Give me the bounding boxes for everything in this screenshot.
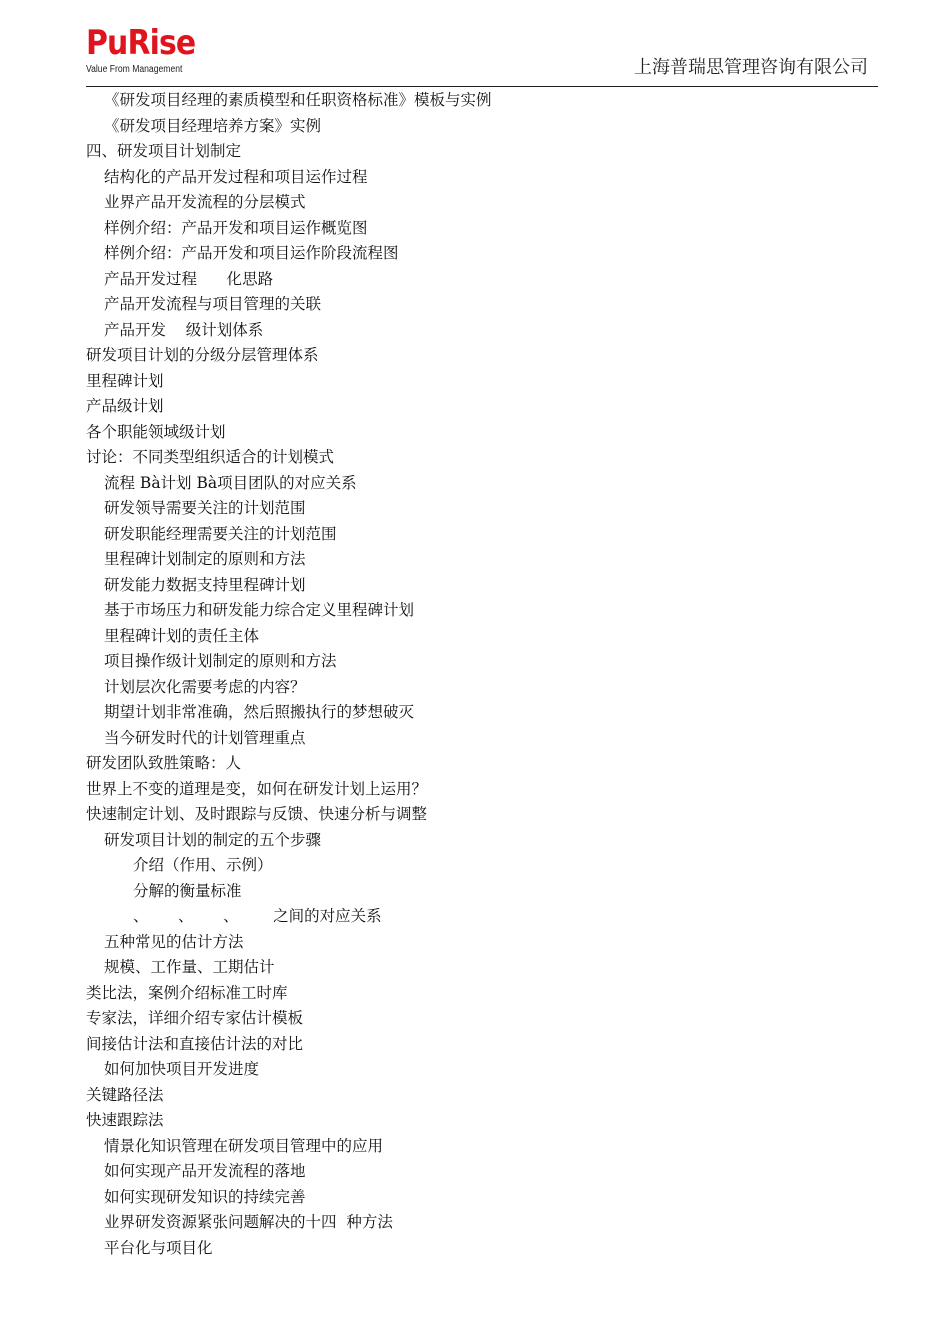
outline-heading: 关键路径法 (86, 1085, 164, 1104)
outline-item: 如何加快项目开发进度 (104, 1060, 260, 1078)
outline-item: 里程碑计划制定的原则和方法 (104, 550, 306, 568)
outline-item: 、 、 、 之间的对应关系 (133, 907, 382, 925)
outline-item: 如何实现研发知识的持续完善 (104, 1187, 306, 1206)
page-header (0, 0, 950, 90)
outline-heading: 研发项目计划的分级分层管理体系 (86, 346, 319, 364)
outline-item: 研发项目计划的制定的五个步骤 (104, 830, 322, 849)
outline-item: 流程 Bà计划 Bà项目团队的对应关系 (104, 473, 357, 492)
outline-item: 计划层次化需要考虑的内容？ (104, 677, 306, 696)
outline-item: 如何实现产品开发流程的落地 (104, 1162, 306, 1180)
outline-heading: 四、研发项目计划制定 (86, 142, 242, 160)
outline-item: 平台化与项目化 (104, 1238, 213, 1257)
outline-item: 产品开发过程 化思路 (104, 269, 274, 288)
outline-item: 结构化的产品开发过程和项目运作过程 (104, 167, 368, 186)
outline-item: 期望计划非常准确，然后照搬执行的梦想破灭 (104, 703, 415, 721)
logo-tagline: Value From Management (86, 64, 183, 75)
outline-item: 《研发项目经理培养方案》实例 (104, 116, 322, 135)
outline-item: 产品开发 级计划体系 (104, 320, 264, 339)
outline-item: 当今研发时代的计划管理重点 (104, 728, 306, 747)
outline-item: 介绍（作用、示例） (133, 856, 273, 874)
outline-heading: 世界上不变的道理是变，如何在研发计划上运用？ (86, 779, 428, 798)
company-name: 上海普瑞思管理咨询有限公司 (634, 57, 868, 78)
logo-wordmark: PuRise (86, 23, 196, 63)
outline-item: 里程碑计划的责任主体 (104, 626, 260, 645)
outline-item: 五种常见的估计方法 (104, 932, 244, 951)
outline-heading: 产品级计划 (86, 397, 164, 415)
outline-item: 规模、工作量、工期估计 (104, 958, 275, 976)
purise-logo (86, 24, 198, 80)
outline-item: 分解的衡量标准 (133, 881, 242, 900)
outline-item: 《研发项目经理的素质模型和任职资格标准》模板与实例 (104, 91, 492, 109)
outline-heading: 类比法，案例介绍标准工时库 (86, 983, 288, 1002)
outline-heading: 快速跟踪法 (86, 1111, 164, 1129)
header-divider (86, 86, 878, 87)
outline-heading: 各个职能领域级计划 (86, 422, 226, 441)
outline-item: 业界研发资源紧张问题解决的十四 种方法 (104, 1213, 393, 1231)
outline-item: 样例介绍：产品开发和项目运作概览图 (104, 218, 368, 237)
outline-heading: 专家法，详细介绍专家估计模板 (86, 1009, 304, 1027)
outline-item: 研发能力数据支持里程碑计划 (104, 575, 306, 594)
outline-item: 基于市场压力和研发能力综合定义里程碑计划 (104, 601, 415, 619)
outline-heading: 快速制定计划、及时跟踪与反馈、快速分析与调整 (86, 805, 428, 823)
outline-heading: 讨论：不同类型组织适合的计划模式 (86, 448, 335, 466)
document-body (86, 88, 866, 1261)
outline-heading: 研发团队致胜策略：人 (86, 754, 242, 772)
outline-item: 研发领导需要关注的计划范围 (104, 499, 306, 517)
outline-item: 项目操作级计划制定的原则和方法 (104, 652, 337, 670)
outline-heading: 间接估计法和直接估计法的对比 (86, 1034, 304, 1053)
outline-item: 业界产品开发流程的分层模式 (104, 193, 306, 211)
outline-item: 情景化知识管理在研发项目管理中的应用 (104, 1136, 384, 1155)
outline-item: 样例介绍：产品开发和项目运作阶段流程图 (104, 244, 399, 262)
outline-item: 研发职能经理需要关注的计划范围 (104, 524, 337, 543)
outline-heading: 里程碑计划 (86, 371, 164, 390)
outline-item: 产品开发流程与项目管理的关联 (104, 295, 322, 313)
